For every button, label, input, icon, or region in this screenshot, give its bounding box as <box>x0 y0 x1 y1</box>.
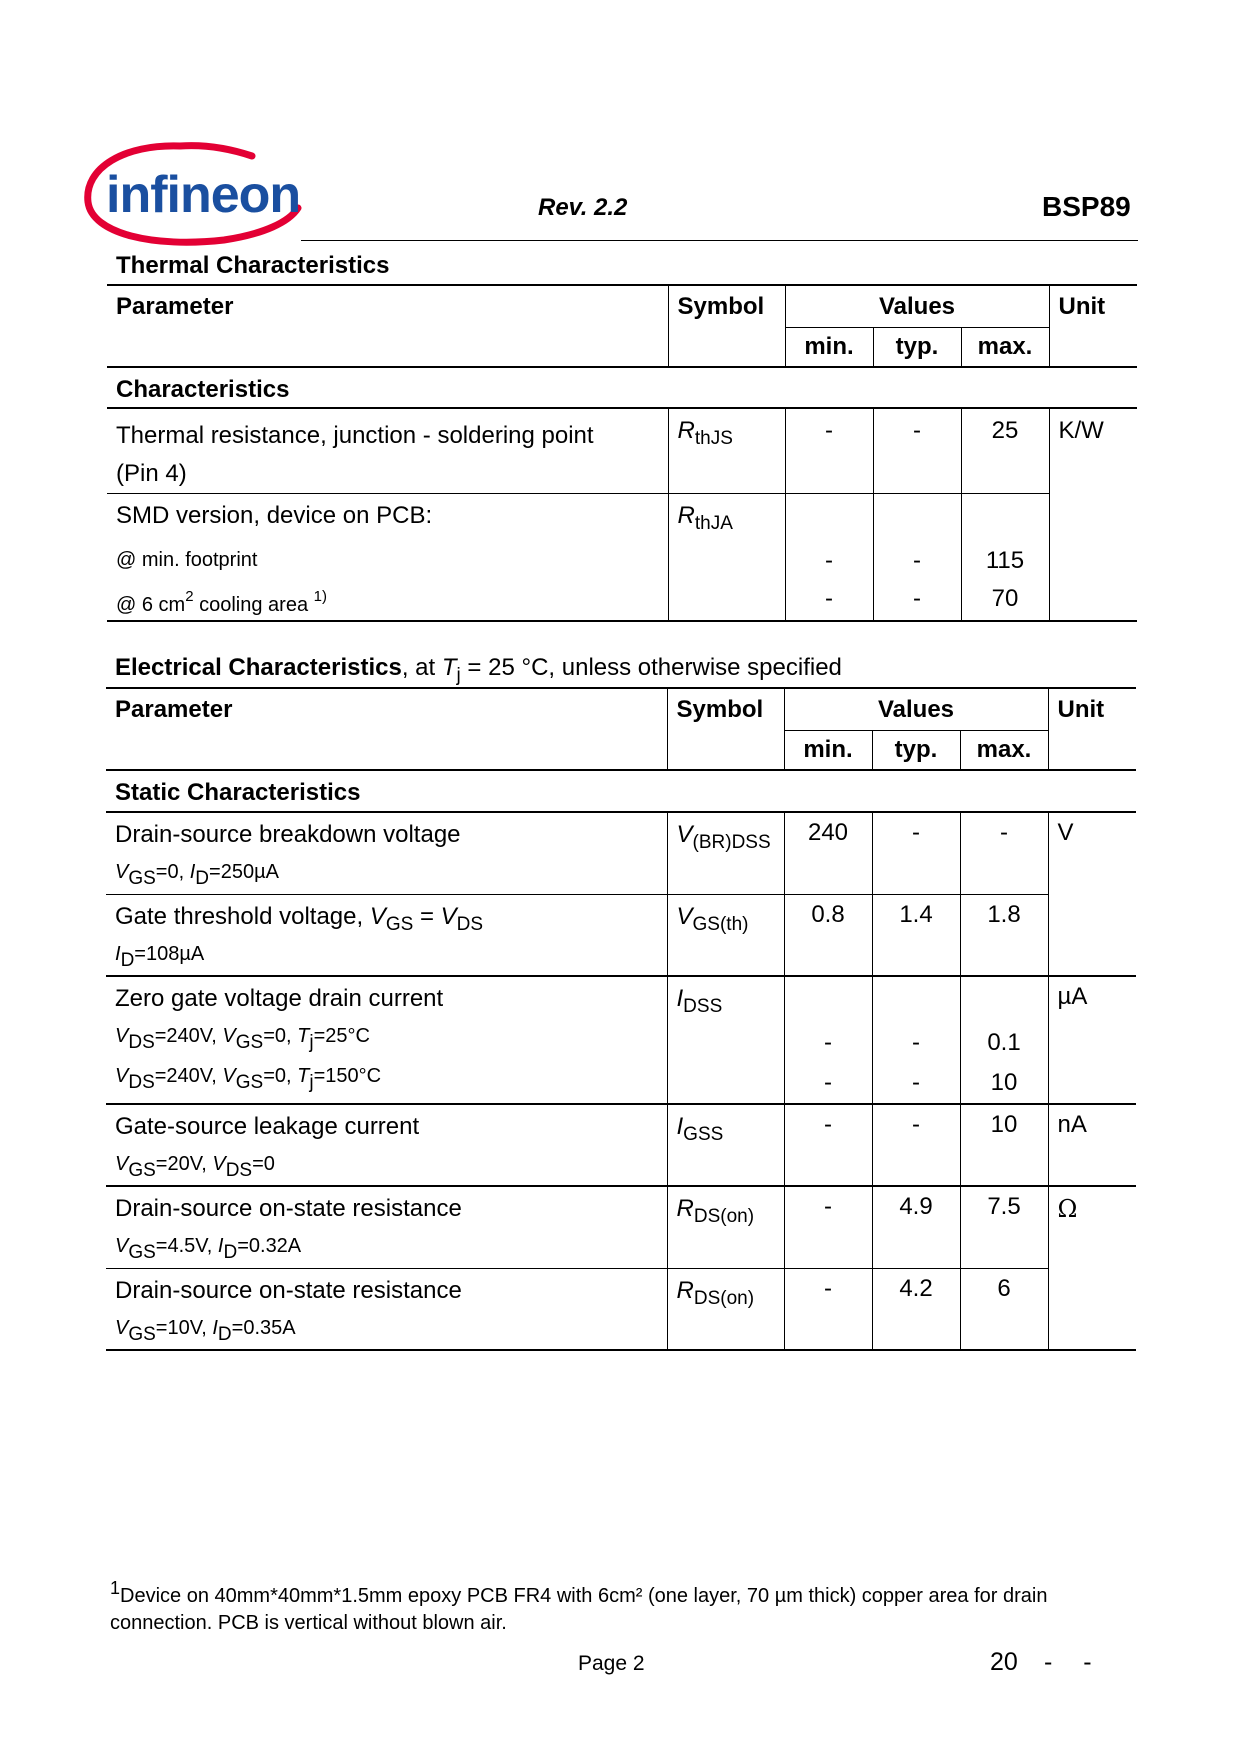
current-unit-na: nA <box>1048 1104 1136 1186</box>
cond-min-footprint: @ min. footprint <box>116 549 258 571</box>
on-resistance-4v5-max: 7.5 <box>960 1186 1048 1268</box>
thermal-row-rthjs-param <box>107 408 668 494</box>
on-resistance-4v5-symbol: $R_{DS(on)}$ <box>667 1186 784 1268</box>
cond-text: VGS=0, ID=250µA <box>115 861 279 889</box>
footnote-text: Device on 40mm*40mm*1.5mm epoxy PCB FR4 with 6cm² (one layer, 70 µm thick) copper area for drain connection. PCB is vertical without blown air. <box>110 1585 1048 1634</box>
on-resistance-10v-max: 6 <box>960 1268 1048 1350</box>
on-resistance-10v-symbol: $R_{DS(on)}$ <box>667 1268 784 1350</box>
cond-text-25c: VDS=240V, VGS=0, Tj=25°C <box>115 1025 370 1053</box>
param-text: Thermal resistance, junction - soldering point <box>116 422 594 449</box>
elec-col-max: max. <box>960 730 1048 770</box>
voltage-unit: V <box>1048 812 1136 976</box>
thermal-col-parameter: Parameter <box>116 293 234 320</box>
thermal-row-rthja-min: - - <box>785 494 873 622</box>
on-resistance-10v-typ: 4.2 <box>872 1268 960 1350</box>
thermal-col-values: Values <box>785 285 1049 327</box>
revision-label: Rev. 2.2 <box>538 194 628 221</box>
ohm-unit: Ω <box>1048 1186 1136 1350</box>
elec-col-typ: typ. <box>872 730 960 770</box>
thermal-row-rthja-param <box>107 494 668 622</box>
leakage-current-typ: - <box>872 1104 960 1186</box>
thermal-title: Thermal Characteristics <box>116 252 390 279</box>
zero-gate-current-param: Zero gate voltage drain current VDS=240V, VGS=0, Tj=25°C VDS=240V, VGS=0, Tj=150°C <box>106 976 667 1104</box>
param-text-2: (Pin 4) <box>116 460 187 487</box>
footnote-number: 1 <box>110 1578 121 1598</box>
leakage-current-min: - <box>784 1104 872 1186</box>
thermal-row-rthjs-max: 25 <box>961 408 1049 494</box>
on-resistance-4v5-param: Drain-source on-state resistance VGS=4.5V, ID=0.32A <box>106 1186 667 1268</box>
thermal-col-min: min. <box>785 327 873 367</box>
breakdown-voltage-max: - <box>960 812 1048 894</box>
thermal-col-typ: typ. <box>873 327 961 367</box>
cond-text: VGS=4.5V, ID=0.32A <box>115 1235 302 1263</box>
thermal-col-max: max. <box>961 327 1049 367</box>
elec-group-label: Static Characteristics <box>115 779 361 806</box>
on-resistance-10v-param: Drain-source on-state resistance VGS=10V, ID=0.35A <box>106 1268 667 1350</box>
thermal-col-symbol: Symbol <box>668 285 785 367</box>
zero-gate-current-max: 0.1 10 <box>960 976 1048 1104</box>
thermal-table <box>107 249 1137 622</box>
thermal-row-rthja-typ: - - <box>873 494 961 622</box>
thermal-group-label: Characteristics <box>116 376 290 403</box>
page-label: Page 2 <box>578 1652 645 1675</box>
logo-wordmark: infineon <box>106 166 301 224</box>
thermal-row-rthjs-symbol: $R_{thJS}$ <box>668 408 785 494</box>
elec-col-unit: Unit <box>1048 688 1136 770</box>
electrical-title: Electrical Characteristics, at $T_j = 25$ °C, unless otherwise specified <box>115 654 842 686</box>
cond-cooling-area: @ 6 $cm^2$ cooling area $^{1)}$ <box>116 588 327 616</box>
on-resistance-4v5-typ: 4.9 <box>872 1186 960 1268</box>
gate-threshold-symbol: $V_{GS(th)}$ <box>667 894 784 976</box>
thermal-unit: K/W <box>1049 408 1137 621</box>
header-divider <box>301 240 1138 241</box>
footer-dashes: - - <box>1044 1648 1104 1676</box>
infineon-logo <box>84 142 304 248</box>
zero-gate-current-min: - - <box>784 976 872 1104</box>
breakdown-voltage-typ: - <box>872 812 960 894</box>
gate-threshold-param: Gate threshold voltage, $V_{GS} = V_{DS}$ ID=108µA <box>106 894 667 976</box>
gate-threshold-max: 1.8 <box>960 894 1048 976</box>
breakdown-voltage-param: Drain-source breakdown voltage VGS=0, ID=250µA <box>106 812 667 894</box>
footnote <box>110 1575 1140 1637</box>
thermal-row-rthjs-typ: - <box>873 408 961 494</box>
elec-col-symbol: Symbol <box>667 688 784 770</box>
leakage-current-param: Gate-source leakage current VGS=20V, VDS=0 <box>106 1104 667 1186</box>
on-resistance-4v5-min: - <box>784 1186 872 1268</box>
param-text: SMD version, device on PCB: <box>116 502 433 529</box>
cond-text: VGS=10V, ID=0.35A <box>115 1316 296 1345</box>
gate-threshold-typ: 1.4 <box>872 894 960 976</box>
cond-text-150c: VDS=240V, VGS=0, Tj=150°C <box>115 1065 382 1093</box>
breakdown-voltage-symbol: $V_{(BR)DSS}$ <box>667 812 784 894</box>
elec-col-min: min. <box>784 730 872 770</box>
thermal-col-unit: Unit <box>1049 285 1137 367</box>
on-resistance-10v-min: - <box>784 1268 872 1350</box>
thermal-row-rthja-max: 115 70 <box>961 494 1049 622</box>
zero-gate-current-symbol: $I_{DSS}$ <box>667 976 784 1104</box>
part-number: BSP89 <box>1042 191 1131 222</box>
cond-text: VGS=20V, VDS=0 <box>115 1153 275 1181</box>
gate-threshold-min: 0.8 <box>784 894 872 976</box>
elec-col-parameter: Parameter <box>115 696 233 723</box>
current-unit-ua: µA <box>1048 976 1136 1104</box>
cond-text: ID=108µA <box>115 942 205 971</box>
thermal-row-rthja-symbol: $R_{thJA}$ <box>668 494 785 622</box>
footer-number: 20 <box>990 1648 1018 1676</box>
elec-col-values: Values <box>784 688 1048 730</box>
breakdown-voltage-min: 240 <box>784 812 872 894</box>
thermal-row-rthjs-min: - <box>785 408 873 494</box>
electrical-table <box>106 650 1136 1351</box>
leakage-current-max: 10 <box>960 1104 1048 1186</box>
leakage-current-symbol: $I_{GSS}$ <box>667 1104 784 1186</box>
zero-gate-current-typ: - - <box>872 976 960 1104</box>
